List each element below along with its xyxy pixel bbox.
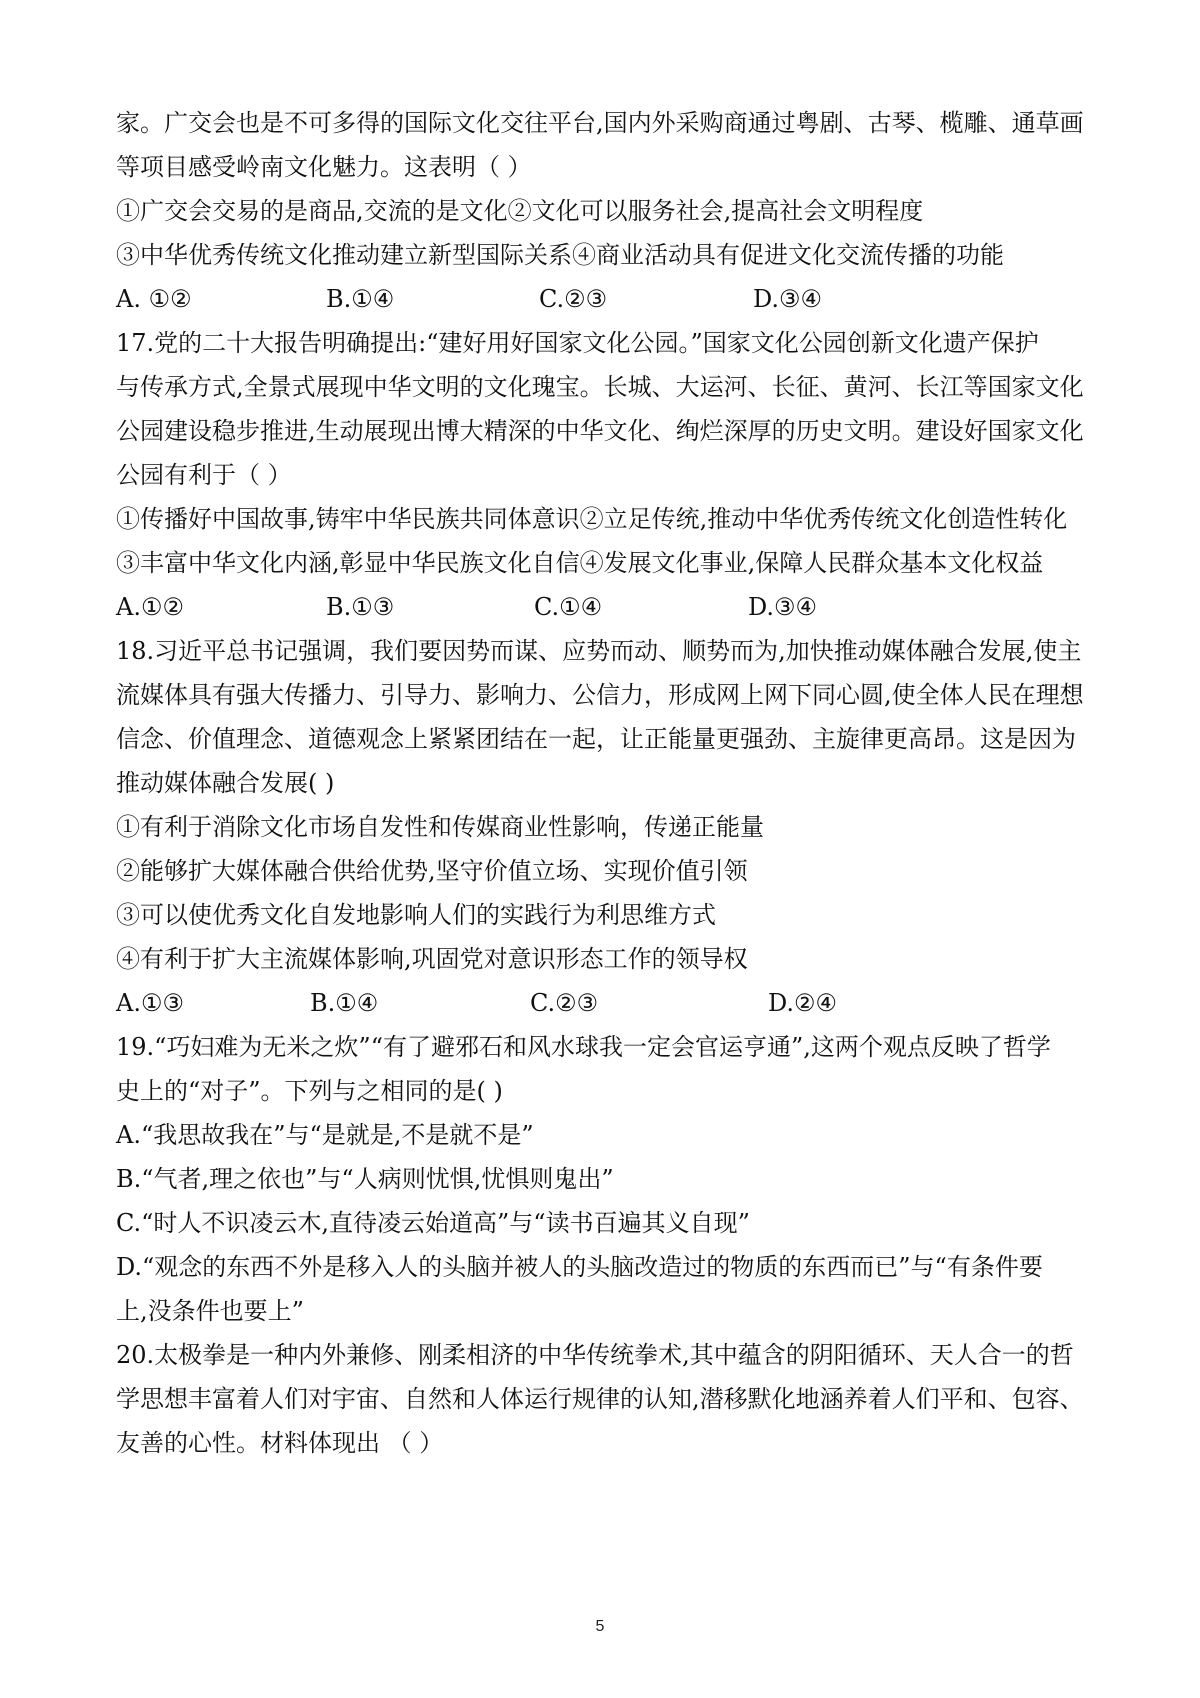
page-number: 5 [595, 1618, 605, 1635]
q17-stem-line-3: 公园建设稳步推进,生动展现出博大精深的中华文化、绚烂深厚的历史文明。建设好国家文化 [116, 417, 1084, 445]
q17-choice-a[interactable]: A.①② [116, 593, 184, 621]
q19-choice-d-line-1[interactable]: D.“观念的东西不外是移入人的头脑并被人的头脑改造过的物质的东西而已”与“有条件要 [116, 1253, 1043, 1281]
q16-statement-line-2: ③中华优秀传统文化推动建立新型国际关系④商业活动具有促进文化交流传播的功能 [116, 241, 1004, 269]
q18-stem-line-2: 流媒体具有强大传播力、引导力、影响力、公信力，形成网上网下同心圆,使全体人民在理想 [116, 681, 1084, 709]
q18-stem-line-3: 信念、价值理念、道德观念上紧紧团结在一起，让正能量更强劲、主旋律更高昂。这是因为 [116, 725, 1076, 753]
q18-statement-3: ③可以使优秀文化自发地影响人们的实践行为利思维方式 [116, 901, 716, 929]
q16-choice-c[interactable]: C.②③ [539, 285, 608, 313]
q18-choice-a[interactable]: A.①③ [116, 989, 184, 1017]
q17-choice-c[interactable]: C.①④ [534, 593, 603, 621]
q18-choices [116, 987, 1096, 1019]
q16-statement-line-1: ①广交会交易的是商品,交流的是文化②文化可以服务社会,提高社会文明程度 [116, 197, 924, 225]
q18-statement-1: ①有利于消除文化市场自发性和传媒商业性影响，传递正能量 [116, 813, 764, 841]
q17-stem-line-2: 与传承方式,全景式展现中华文明的文化瑰宝。长城、大运河、长征、黄河、长江等国家文化 [116, 373, 1084, 401]
q17-choices [116, 591, 1096, 623]
q16-stem-line-1: 家。广交会也是不可多得的国际文化交往平台,国内外采购商通过粤剧、古琴、榄雕、通草画 [116, 109, 1084, 137]
q17-stem-line-4: 公园有利于（ ） [116, 461, 292, 489]
q19-choice-a[interactable]: A.“我思故我在”与“是就是,不是就不是” [116, 1121, 534, 1149]
q18-choice-b[interactable]: B.①④ [310, 989, 379, 1017]
q19-choice-d-line-2[interactable]: 上,没条件也要上” [116, 1297, 304, 1325]
q20-stem-line-1: 20.太极拳是一种内外兼修、刚柔相济的中华传统拳术,其中蕴含的阴阳循环、天人合一的哲 [116, 1341, 1074, 1369]
q18-choice-c[interactable]: C.②③ [530, 989, 599, 1017]
q19-stem-line-2: 史上的“对子”。下列与之相同的是( ) [116, 1077, 503, 1105]
q18-stem-line-4: 推动媒体融合发展( ) [116, 769, 335, 797]
q19-choice-c[interactable]: C.“时人不识凌云木,直待凌云始道高”与“读书百遍其义自现” [116, 1209, 750, 1237]
q17-choice-d[interactable]: D.③④ [748, 593, 818, 621]
q20-stem-line-2: 学思想丰富着人们对宇宙、自然和人体运行规律的认知,潜移默化地涵养着人们平和、包容、 [116, 1385, 1084, 1413]
q18-statement-4: ④有利于扩大主流媒体影响,巩固党对意识形态工作的领导权 [116, 945, 748, 973]
q17-statement-line-2: ③丰富中华文化内涵,彰显中华民族文化自信④发展文化事业,保障人民群众基本文化权益 [116, 549, 1044, 577]
q16-choice-a[interactable]: A. ①② [116, 285, 192, 313]
q16-choice-d[interactable]: D.③④ [753, 285, 823, 313]
q20-stem-line-3: 友善的心性。材料体现出 （ ） [116, 1429, 444, 1457]
q16-stem-line-2: 等项目感受岭南文化魅力。这表明（ ） [116, 153, 532, 181]
q17-choice-b[interactable]: B.①③ [326, 593, 395, 621]
q18-choice-d[interactable]: D.②④ [768, 989, 838, 1017]
q19-stem-line-1: 19.“巧妇难为无米之炊”“有了避邪石和风水球我一定会官运亨通”,这两个观点反映了哲学 [116, 1033, 1051, 1061]
q16-choices [116, 283, 1096, 315]
q19-choice-b[interactable]: B.“气者,理之依也”与“人病则忧惧,忧惧则鬼出” [116, 1165, 614, 1193]
q17-statement-line-1: ①传播好中国故事,铸牢中华民族共同体意识②立足传统,推动中华优秀传统文化创造性转化 [116, 505, 1068, 533]
q18-statement-2: ②能够扩大媒体融合供给优势,坚守价值立场、实现价值引领 [116, 857, 748, 885]
q16-choice-b[interactable]: B.①④ [326, 285, 395, 313]
q17-stem-line-1: 17.党的二十大报告明确提出:“建好用好国家文化公园。”国家文化公园创新文化遗产保护 [116, 329, 1039, 357]
q18-stem-line-1: 18.习近平总书记强调，我们要因势而谋、应势而动、顺势而为,加快推动媒体融合发展,使主 [116, 637, 1082, 665]
